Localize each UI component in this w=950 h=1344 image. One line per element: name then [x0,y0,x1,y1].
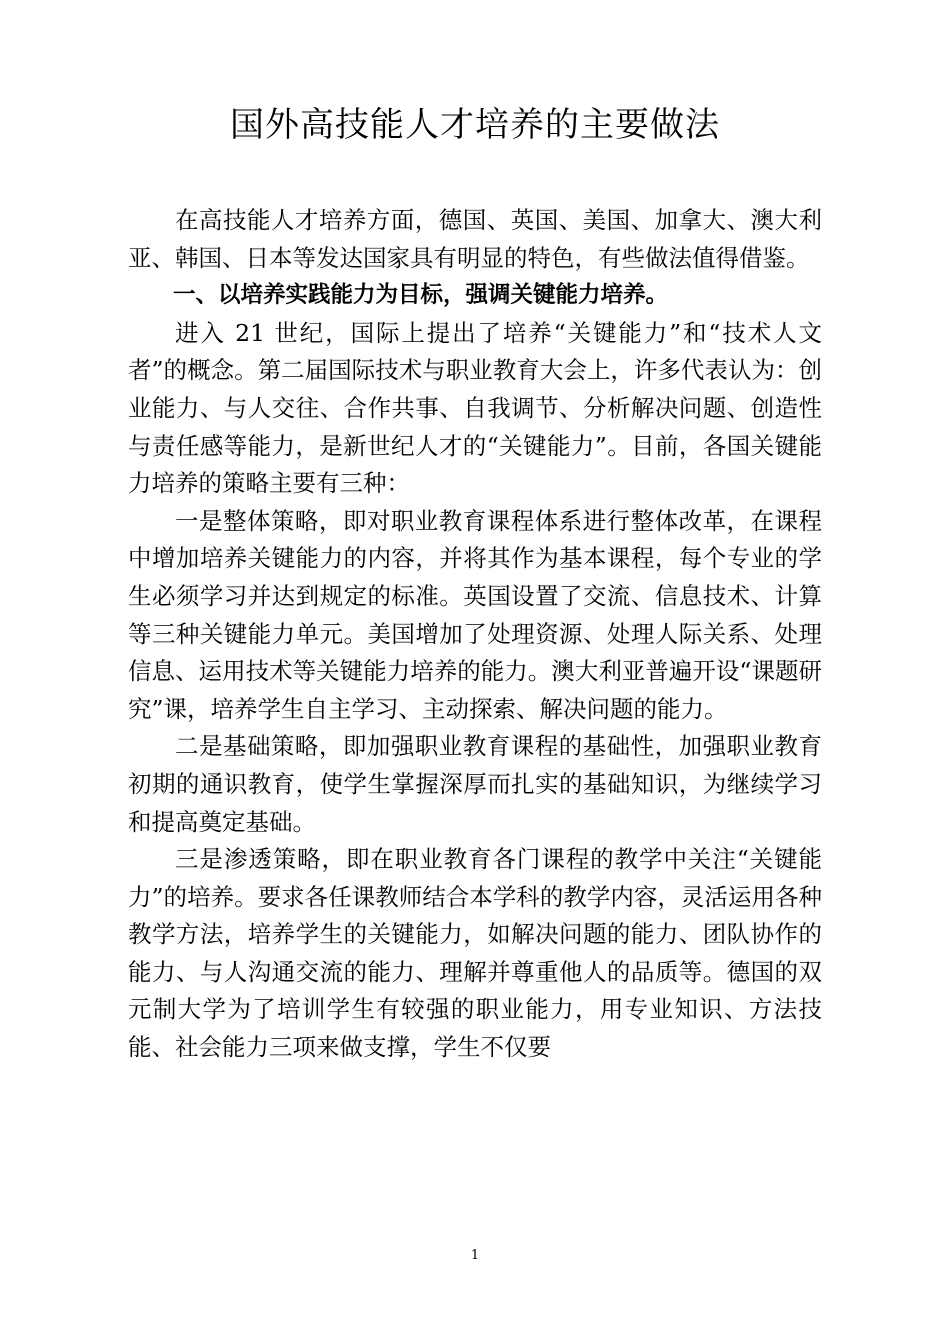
intro-paragraph: 在高技能人才培养方面，德国、英国、美国、加拿大、澳大利亚、韩国、日本等发达国家具有明显的特色，有些做法值得借鉴。 [128,206,822,272]
section-heading: 一、以培养实践能力为目标，强调关键能力培养。 [173,282,669,309]
body-paragraph: 一是整体策略，即对职业教育课程体系进行整体改革，在课程中增加培养关键能力的内容，并将其作为基本课程，每个专业的学生必须学习并达到规定的标准。英国设置了交流、信息技术、计算等三种关键能力单元。美国增加了处理资源、处理人际关系、处理信息、运用技术等关键能力培养的能力。澳大利亚普遍开设“课题研究”课，培养学生自主学习、主动探索、解决问题的能力。 [128,506,822,723]
body-paragraph: 三是渗透策略，即在职业教育各门课程的教学中关注“关键能力”的培养。要求各任课教师结合本学科的教学内容，灵活运用各种教学方法，培养学生的关键能力，如解决问题的能力、团队协作的能力、与人沟通交流的能力、理解并尊重他人的品质等。德国的双元制大学为了培训学生有较强的职业能力，用专业知识、方法技能、社会能力三项来做支撑，学生不仅要 [128,845,822,1062]
page-number: 1 [470,1248,480,1263]
document-title: 国外高技能人才培养的主要做法 [230,105,720,145]
body-paragraph: 二是基础策略，即加强职业教育课程的基础性，加强职业教育初期的通识教育，使学生掌握深厚而扎实的基础知识，为继续学习和提高奠定基础。 [128,732,822,836]
body-paragraph: 进入 21 世纪，国际上提出了培养“关键能力”和“技术人文者”的概念。第二届国际技术与职业教育大会上，许多代表认为：创业能力、与人交往、合作共事、自我调节、分析解决问题、创造性与责任感等能力，是新世纪人才的“关键能力”。目前，各国关键能力培养的策略主要有三种： [128,318,822,498]
document-body [128,202,822,1067]
